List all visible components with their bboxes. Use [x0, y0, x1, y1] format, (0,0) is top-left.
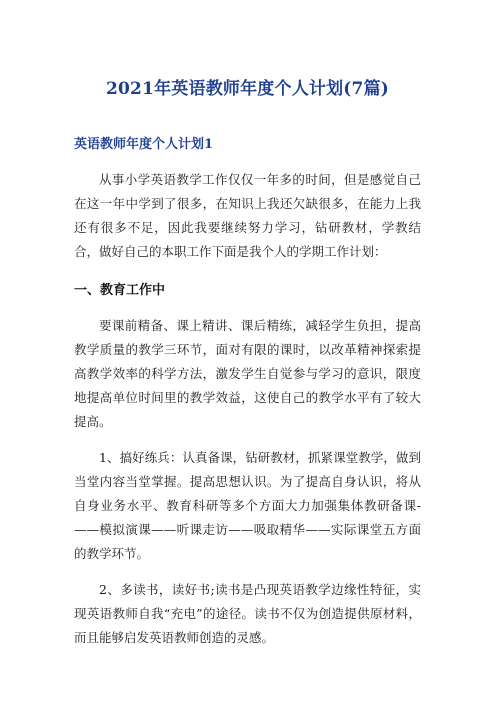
section-title: 英语教师年度个人计划1: [74, 137, 214, 152]
paragraph-reading: 2、多读书，读好书;读书是凸现英语教学边缘性特征，实现英语教师自我“充电”的途径。读书不仅为创造提供原材料，而且能够启发英语教师创造的灵感。: [74, 582, 421, 645]
intro-paragraph: 从事小学英语教学工作仅仅一年多的时间，但是感觉自己在这一年中学到了很多，在知识上我还欠缺很多，在能力上我还有很多不足，因此我要继续努力学习，钻研教材，学教结合，做好自己的本职工作下面是我个人的学期工作计划：: [74, 172, 421, 259]
paragraph-teaching-steps: 要课前精备、课上精讲、课后精练，减轻学生负担，提高教学质量的教学三环节，面对有限的课时，以改革精神探索提高教学效率的科学方法，激发学生自觉参与学习的意识，限度地提高单位时间里的教学效益，这使自己的教学水平有了较大提高。: [74, 318, 421, 429]
heading-education-work: 一、教育工作中: [74, 283, 166, 298]
document-title: 2021年英语教师年度个人计划(7篇): [105, 79, 390, 99]
paragraph-practice: 1、搞好练兵：认真备课，钻研教材，抓紧课堂教学，做到当堂内容当堂掌握。提高思想认识。为了提高自身认识，将从自身业务水平、教育科研等多个方面大力加强集体教研备课-——模拟演课——听课走访——吸取精华——实际课堂五方面的教学环节。: [74, 450, 421, 561]
